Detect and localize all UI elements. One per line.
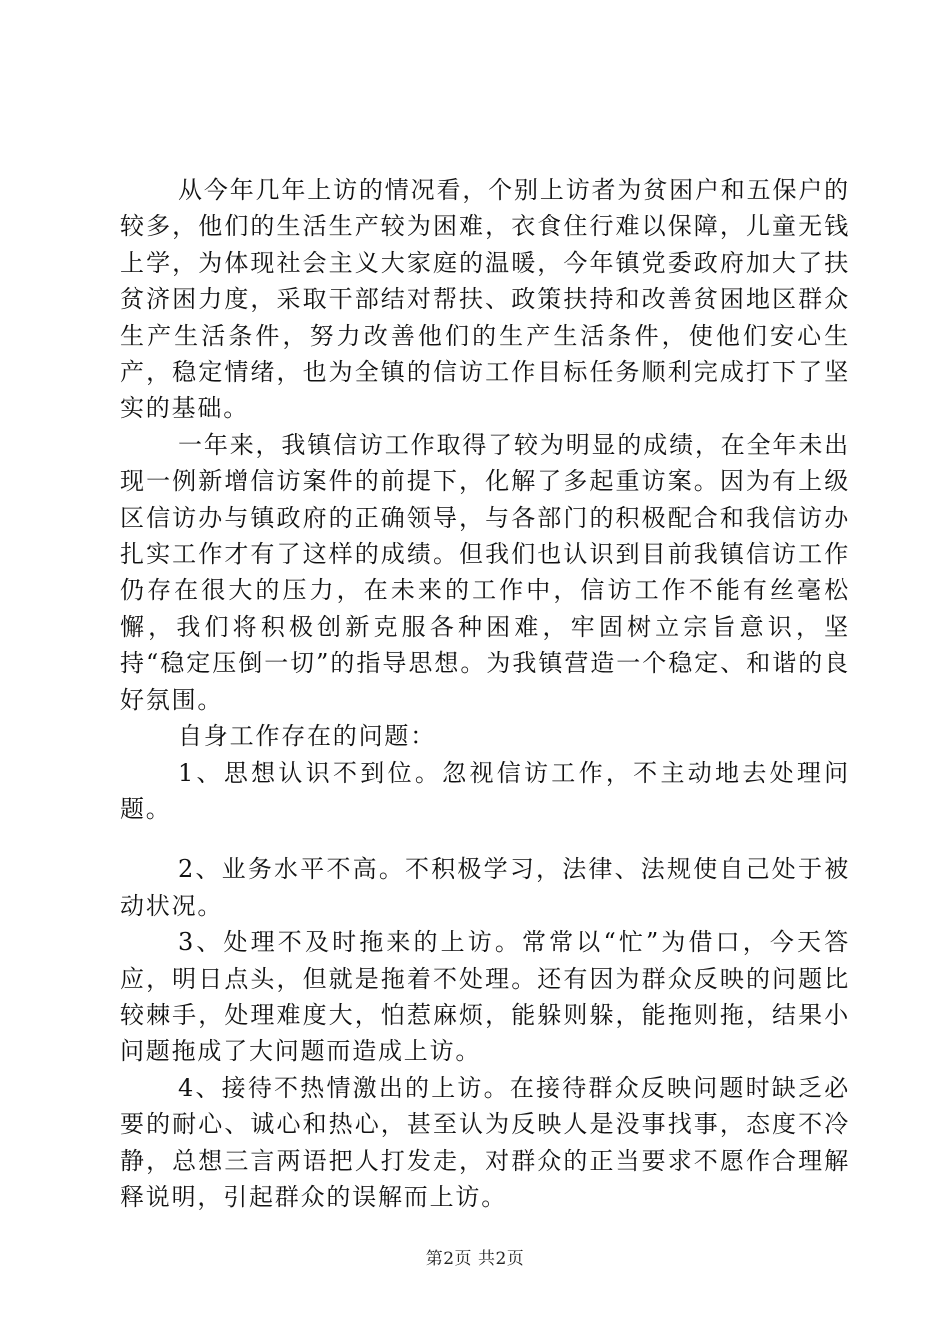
paragraph-problem-2: 2、业务水平不高。不积极学习，法律、法规使自己处于被动状况。 — [120, 855, 850, 920]
paragraph-poverty-relief: 从今年几年上访的情况看，个别上访者为贫困户和五保户的较多，他们的生活生产较为困难，衣食住行难以保障，儿童无钱上学，为体现社会主义大家庭的温暖，今年镇党委政府加大了扶贫济困力度，采取干部结对帮扶、政策扶持和改善贫困地区群众生产生活条件，努力改善他们的生产生活条件，使他们安心生产，稳定情绪，也为全镇的信访工作目标任务顺利完成打下了坚实的基础。 — [120, 176, 850, 423]
paragraph-problem-1: 1、思想认识不到位。忽视信访工作，不主动地去处理问题。 — [120, 758, 850, 823]
paragraph-problem-4: 4、接待不热情激出的上访。在接待群众反映问题时缺乏必要的耐心、诚心和热心，甚至认为反映人是没事找事，态度不冷静，总想三言两语把人打发走，对群众的正当要求不愿作合理解释说明，引起群众的误解而上访。 — [120, 1073, 850, 1211]
paragraph-problem-3: 3、处理不及时拖来的上访。常常以“忙”为借口，今天答应，明日点头，但就是拖着不处理。还有因为群众反映的问题比较棘手，处理难度大，怕惹麻烦，能躲则躲，能拖则拖，结果小问题拖成了大问题而造成上访。 — [120, 928, 850, 1066]
document-body — [120, 172, 850, 1215]
paragraph-year-summary: 一年来，我镇信访工作取得了较为明显的成绩，在全年未出现一例新增信访案件的前提下，化解了多起重访案。因为有上级区信访办与镇政府的正确领导，与各部门的积极配合和我信访办扎实工作才有了这样的成绩。但我们也认识到目前我镇信访工作仍存在很大的压力，在未来的工作中，信访工作不能有丝毫松懈，我们将积极创新克服各种困难，牢固树立宗旨意识，坚持“稳定压倒一切”的指导思想。为我镇营造一个稳定、和谐的良好氛围。 — [120, 430, 850, 714]
page-number-footer: 第2页 共2页 — [425, 1249, 525, 1269]
paragraph-problems-heading: 自身工作存在的问题： — [178, 722, 436, 751]
